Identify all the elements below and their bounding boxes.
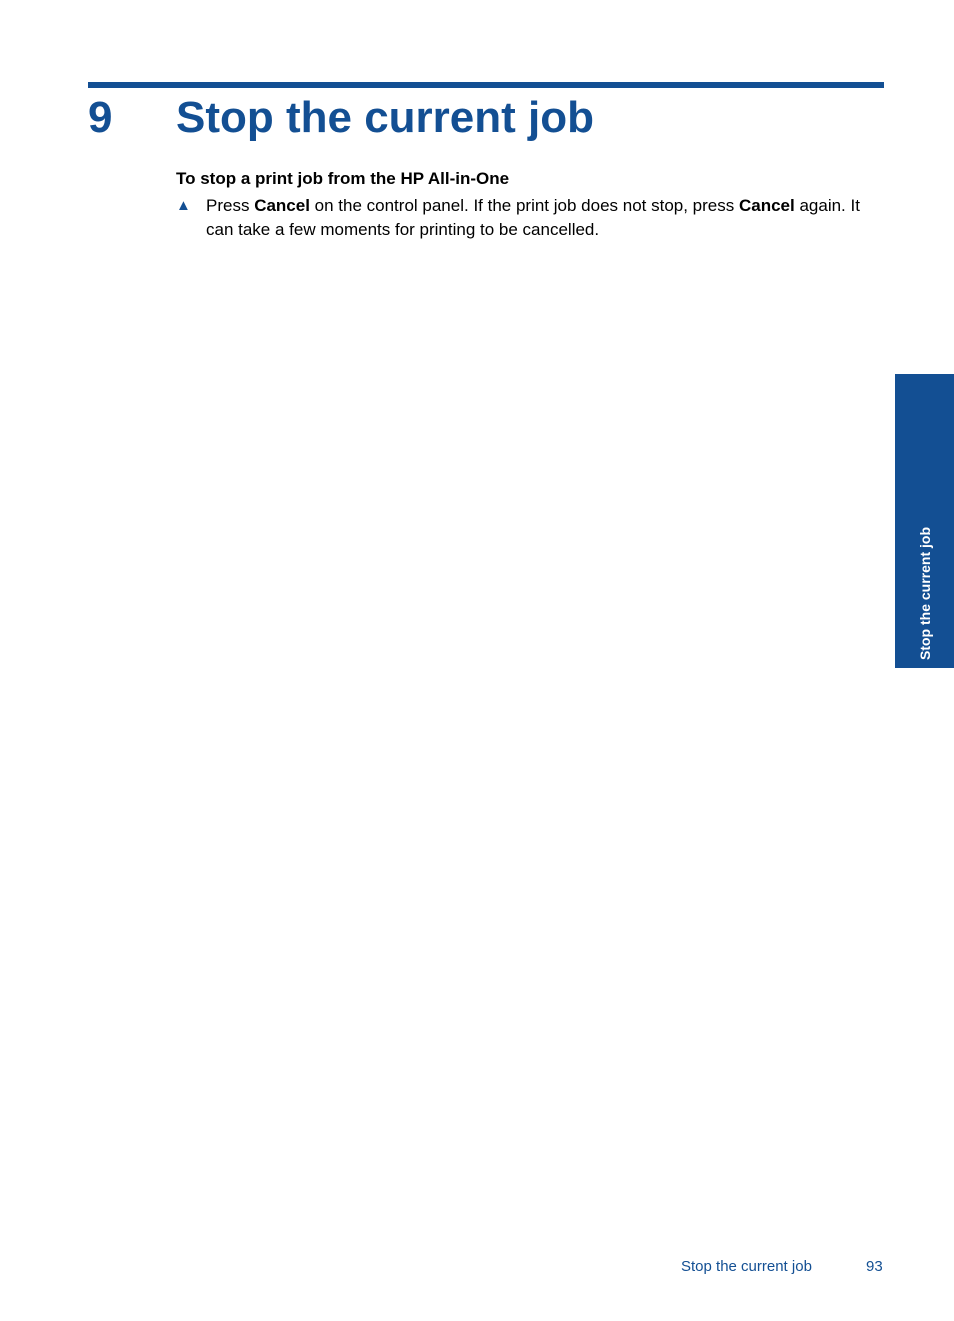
footer-chapter-title: Stop the current job [681,1258,812,1275]
footer-page-number: 93 [866,1258,883,1275]
step-text-part: Press [206,196,255,215]
cancel-keyword: Cancel [254,196,310,215]
step-text-part: again. It can take a few moments for printing to be cancelled. [206,196,860,239]
chapter-side-tab [895,374,954,668]
chapter-number: 9 [88,93,113,142]
cancel-keyword: Cancel [738,196,795,215]
side-tab-label: Stop the current job [917,527,933,660]
step-text [206,194,886,242]
step-text-part: on the control panel. If the print job does not stop, press [309,196,739,215]
procedure-heading: To stop a print job from the HP All-in-One [176,169,510,188]
triangle-bullet-icon: ▲ [176,197,191,214]
chapter-top-rule [88,82,884,88]
chapter-title: Stop the current job [176,93,594,142]
